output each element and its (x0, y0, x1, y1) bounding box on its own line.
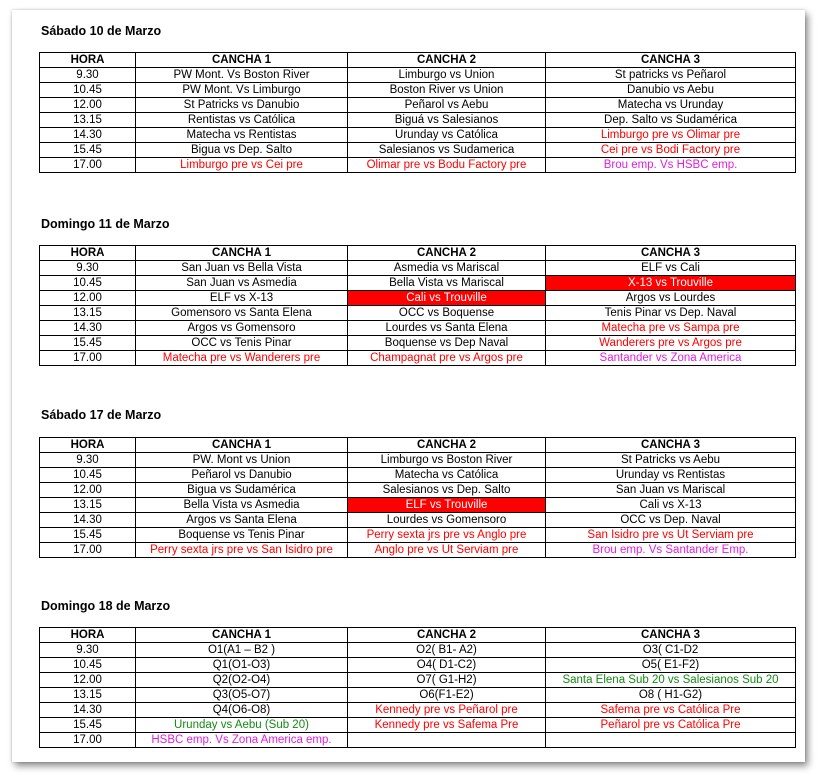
match-cell: Anglo pre vs Ut Serviam pre (348, 543, 546, 558)
match-cell: Boston River vs Union (348, 83, 546, 98)
table-row (40, 468, 796, 483)
column-header-hora: HORA (40, 246, 136, 261)
match-cell: Peñarol vs Aebu (348, 98, 546, 113)
column-header-cancha: CANCHA 2 (348, 628, 546, 643)
match-cell: Biguá vs Salesianos (348, 113, 546, 128)
table-row (40, 68, 796, 83)
match-cell: Boquense vs Dep Naval (348, 336, 546, 351)
match-cell: PW. Mont vs Union (136, 453, 348, 468)
match-cell: Boquense vs Tenis Pinar (136, 528, 348, 543)
header-row (40, 438, 796, 453)
match-cell: San Juan vs Bella Vista (136, 261, 348, 276)
column-header-cancha: CANCHA 1 (136, 246, 348, 261)
column-header-cancha: CANCHA 3 (546, 628, 796, 643)
table-row (40, 276, 796, 291)
table-row (40, 733, 796, 748)
match-cell: San Isidro pre vs Ut Serviam pre (546, 528, 796, 543)
match-cell: Lourdes vs Gomensoro (348, 513, 546, 528)
match-cell: Peñarol pre vs Católica Pre (546, 718, 796, 733)
match-cell (348, 733, 546, 748)
time-cell: 10.45 (40, 658, 136, 673)
match-cell: Perry sexta jrs pre vs Anglo pre (348, 528, 546, 543)
time-cell: 10.45 (40, 468, 136, 483)
match-cell: Matecha vs Urunday (546, 98, 796, 113)
time-cell: 12.00 (40, 98, 136, 113)
table-row (40, 336, 796, 351)
time-cell: 14.30 (40, 321, 136, 336)
time-cell: 9.30 (40, 643, 136, 658)
match-cell: Rentistas vs Católica (136, 113, 348, 128)
column-header-cancha: CANCHA 3 (546, 438, 796, 453)
match-cell: PW Mont. Vs Limburgo (136, 83, 348, 98)
column-header-cancha: CANCHA 1 (136, 628, 348, 643)
match-cell: San Juan vs Asmedia (136, 276, 348, 291)
time-cell: 10.45 (40, 83, 136, 98)
match-cell: O1(A1 – B2 ) (136, 643, 348, 658)
table-row (40, 658, 796, 673)
match-cell: Dep. Salto vs Sudamérica (546, 113, 796, 128)
match-cell: O6(F1-E2) (348, 688, 546, 703)
match-cell: Q4(O6-O8) (136, 703, 348, 718)
match-cell: Kennedy pre vs Safema Pre (348, 718, 546, 733)
match-cell: Limburgo pre vs Cei pre (136, 158, 348, 173)
table-row (40, 321, 796, 336)
match-cell (546, 733, 796, 748)
match-cell: Brou emp. Vs Santander Emp. (546, 543, 796, 558)
match-cell: Safema pre vs Católica Pre (546, 703, 796, 718)
table-row (40, 113, 796, 128)
match-cell: OCC vs Tenis Pinar (136, 336, 348, 351)
table-row (40, 643, 796, 658)
table-row (40, 128, 796, 143)
match-cell: Q3(O5-O7) (136, 688, 348, 703)
match-cell: Asmedia vs Mariscal (348, 261, 546, 276)
time-cell: 13.15 (40, 306, 136, 321)
day-title: Domingo 18 de Marzo (41, 599, 171, 613)
table-row (40, 688, 796, 703)
header-row (40, 628, 796, 643)
column-header-cancha: CANCHA 1 (136, 438, 348, 453)
time-cell: 15.45 (40, 143, 136, 158)
match-cell: O4( D1-C2) (348, 658, 546, 673)
match-cell: Cali vs X-13 (546, 498, 796, 513)
match-cell: Matecha pre vs Wanderers pre (136, 351, 348, 366)
time-cell: 17.00 (40, 543, 136, 558)
column-header-cancha: CANCHA 2 (348, 246, 546, 261)
match-cell: Kennedy pre vs Peñarol pre (348, 703, 546, 718)
table-row (40, 291, 796, 306)
match-cell: ELF vs X-13 (136, 291, 348, 306)
table-row (40, 453, 796, 468)
match-cell: Bigua vs Sudamérica (136, 483, 348, 498)
match-cell: San Juan vs Mariscal (546, 483, 796, 498)
match-cell: Matecha pre vs Sampa pre (546, 321, 796, 336)
match-cell: Urunday vs Católica (348, 128, 546, 143)
time-cell: 13.15 (40, 113, 136, 128)
header-row (40, 246, 796, 261)
time-cell: 15.45 (40, 528, 136, 543)
match-cell: O2( B1- A2) (348, 643, 546, 658)
match-cell: Bella Vista vs Asmedia (136, 498, 348, 513)
column-header-cancha: CANCHA 2 (348, 53, 546, 68)
match-cell: O8 ( H1-G2) (546, 688, 796, 703)
match-cell: Limburgo vs Union (348, 68, 546, 83)
match-cell: Champagnat pre vs Argos pre (348, 351, 546, 366)
time-cell: 17.00 (40, 733, 136, 748)
match-cell: Bella Vista vs Mariscal (348, 276, 546, 291)
match-cell: Cali vs Trouville (348, 291, 546, 306)
match-cell: OCC vs Boquense (348, 306, 546, 321)
document-page (12, 10, 805, 762)
time-cell: 15.45 (40, 718, 136, 733)
match-cell: Limburgo pre vs Olimar pre (546, 128, 796, 143)
match-cell: St Patricks vs Danubio (136, 98, 348, 113)
match-cell: Wanderers pre vs Argos pre (546, 336, 796, 351)
time-cell: 13.15 (40, 498, 136, 513)
time-cell: 10.45 (40, 276, 136, 291)
match-cell: Salesianos vs Sudamerica (348, 143, 546, 158)
time-cell: 15.45 (40, 336, 136, 351)
column-header-hora: HORA (40, 438, 136, 453)
table-row (40, 498, 796, 513)
match-cell: Lourdes vs Santa Elena (348, 321, 546, 336)
match-cell: Matecha vs Rentistas (136, 128, 348, 143)
match-cell: Urunday vs Rentistas (546, 468, 796, 483)
match-cell: Olimar pre vs Bodu Factory pre (348, 158, 546, 173)
match-cell: Argos vs Lourdes (546, 291, 796, 306)
time-cell: 9.30 (40, 261, 136, 276)
day-title: Sábado 10 de Marzo (41, 24, 162, 38)
table-row (40, 703, 796, 718)
match-cell: Danubio vs Aebu (546, 83, 796, 98)
match-cell: O3( C1-D2 (546, 643, 796, 658)
match-cell: Gomensoro vs Santa Elena (136, 306, 348, 321)
match-cell: Q1(O1-O3) (136, 658, 348, 673)
match-cell: OCC vs Dep. Naval (546, 513, 796, 528)
match-cell: Matecha vs Católica (348, 468, 546, 483)
table-row (40, 83, 796, 98)
time-cell: 17.00 (40, 158, 136, 173)
schedule-table (39, 627, 796, 748)
schedule-table (39, 245, 796, 366)
schedule-table (39, 437, 796, 558)
match-cell: O5( E1-F2) (546, 658, 796, 673)
match-cell: PW Mont. Vs Boston River (136, 68, 348, 83)
schedule-table (39, 52, 796, 173)
table-row (40, 718, 796, 733)
time-cell: 9.30 (40, 453, 136, 468)
table-row (40, 306, 796, 321)
column-header-cancha: CANCHA 1 (136, 53, 348, 68)
time-cell: 9.30 (40, 68, 136, 83)
match-cell: Limburgo vs Boston River (348, 453, 546, 468)
table-row (40, 98, 796, 113)
column-header-hora: HORA (40, 53, 136, 68)
match-cell: Tenis Pinar vs Dep. Naval (546, 306, 796, 321)
match-cell: Santander vs Zona America (546, 351, 796, 366)
day-title: Sábado 17 de Marzo (41, 408, 162, 422)
match-cell: Urunday vs Aebu (Sub 20) (136, 718, 348, 733)
header-row (40, 53, 796, 68)
table-row (40, 261, 796, 276)
match-cell: X-13 vs Trouville (546, 276, 796, 291)
match-cell: Perry sexta jrs pre vs San Isidro pre (136, 543, 348, 558)
table-row (40, 513, 796, 528)
time-cell: 12.00 (40, 291, 136, 306)
time-cell: 14.30 (40, 703, 136, 718)
day-title: Domingo 11 de Marzo (41, 217, 170, 231)
match-cell: Santa Elena Sub 20 vs Salesianos Sub 20 (546, 673, 796, 688)
time-cell: 12.00 (40, 673, 136, 688)
table-row (40, 143, 796, 158)
match-cell: Cei pre vs Bodi Factory pre (546, 143, 796, 158)
match-cell: Q2(O2-O4) (136, 673, 348, 688)
table-row (40, 351, 796, 366)
match-cell: O7( G1-H2) (348, 673, 546, 688)
match-cell: St Patricks vs Aebu (546, 453, 796, 468)
match-cell: ELF vs Trouville (348, 498, 546, 513)
table-row (40, 158, 796, 173)
match-cell: Argos vs Gomensoro (136, 321, 348, 336)
time-cell: 14.30 (40, 128, 136, 143)
match-cell: Bigua vs Dep. Salto (136, 143, 348, 158)
table-row (40, 673, 796, 688)
match-cell: Argos vs Santa Elena (136, 513, 348, 528)
match-cell: Brou emp. Vs HSBC emp. (546, 158, 796, 173)
match-cell: St patricks vs Peñarol (546, 68, 796, 83)
column-header-cancha: CANCHA 3 (546, 246, 796, 261)
table-row (40, 543, 796, 558)
column-header-cancha: CANCHA 3 (546, 53, 796, 68)
table-row (40, 483, 796, 498)
time-cell: 14.30 (40, 513, 136, 528)
time-cell: 12.00 (40, 483, 136, 498)
column-header-hora: HORA (40, 628, 136, 643)
match-cell: Salesianos vs Dep. Salto (348, 483, 546, 498)
time-cell: 13.15 (40, 688, 136, 703)
match-cell: ELF vs Cali (546, 261, 796, 276)
match-cell: Peñarol vs Danubio (136, 468, 348, 483)
column-header-cancha: CANCHA 2 (348, 438, 546, 453)
match-cell: HSBC emp. Vs Zona America emp. (136, 733, 348, 748)
time-cell: 17.00 (40, 351, 136, 366)
table-row (40, 528, 796, 543)
